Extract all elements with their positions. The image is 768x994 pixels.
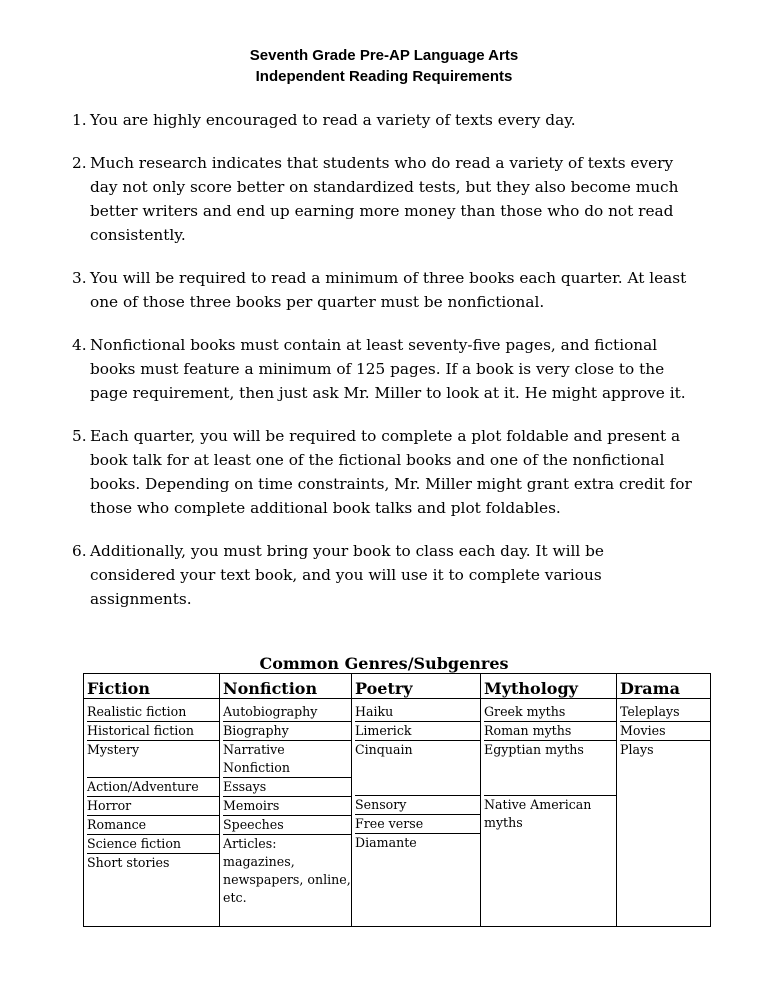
table-cell: Autobiography	[223, 703, 351, 722]
list-item	[72, 266, 692, 314]
table-cell: Biography	[223, 722, 351, 741]
table-cell: Short stories	[87, 855, 170, 870]
item-text: Nonfictional books must contain at least seventy-five pages, and fictional books must feature a minimum of 125 pages. If a book is very close to the page requirement, then just ask Mr. Miller to look at it. He might approve it.	[90, 336, 686, 402]
list-item	[72, 424, 692, 520]
table-cell: Speeches	[223, 816, 351, 835]
table-row	[84, 699, 711, 927]
table-cell: Narrative Nonfiction	[223, 741, 351, 778]
table-cell: Egyptian myths	[484, 741, 616, 796]
item-text: You are highly encouraged to read a variety of texts every day.	[90, 111, 576, 129]
table-cell: Cinquain	[355, 741, 480, 796]
table-cell: Horror	[87, 797, 219, 816]
table-cell: Romance	[87, 816, 219, 835]
item-number: 4.	[72, 336, 87, 354]
table-cell: Roman myths	[484, 722, 616, 741]
table-cell: Greek myths	[484, 703, 616, 722]
table-cell: Articles: magazines, newspapers, online, etc.	[223, 836, 351, 905]
document-title: Seventh Grade Pre-AP Language Arts	[249, 47, 519, 64]
genres-table-caption: Common Genres/Subgenres	[259, 654, 509, 673]
nonfiction-column	[220, 699, 352, 927]
table-cell: Diamante	[355, 835, 417, 850]
table-cell: Plays	[620, 742, 654, 757]
item-number: 2.	[72, 154, 87, 172]
column-header-fiction: Fiction	[84, 674, 220, 699]
poetry-column	[352, 699, 481, 927]
table-cell: Mystery	[87, 741, 219, 778]
table-cell: Realistic fiction	[87, 703, 219, 722]
table-cell: Essays	[223, 778, 351, 797]
column-header-mythology: Mythology	[481, 674, 617, 699]
table-cell: Native American myths	[484, 797, 592, 830]
document-subtitle: Independent Reading Requirements	[255, 68, 513, 85]
table-cell: Movies	[620, 722, 710, 741]
table-cell: Teleplays	[620, 703, 710, 722]
table-header-row	[84, 674, 711, 699]
item-number: 5.	[72, 427, 87, 445]
list-item	[72, 333, 692, 405]
table-cell: Science fiction	[87, 835, 219, 854]
table-cell: Action/Adventure	[87, 778, 219, 797]
table-cell: Limerick	[355, 722, 480, 741]
table-cell: Free verse	[355, 815, 480, 834]
table-cell: Sensory	[355, 796, 480, 815]
item-text: Each quarter, you will be required to complete a plot foldable and present a book talk for at least one of the fictional books and one of the nonfictional books. Depending on time constraints, Mr. Miller might grant extra credit for those who complete additional book talks and plot foldables.	[90, 427, 692, 517]
table-cell: Historical fiction	[87, 722, 219, 741]
table-cell: Memoirs	[223, 797, 351, 816]
list-item	[72, 151, 692, 247]
genres-table	[83, 673, 711, 927]
list-item	[72, 108, 692, 132]
item-number: 3.	[72, 269, 87, 287]
item-text: Much research indicates that students who do read a variety of texts every day not only score better on standardized tests, but they also become much better writers and end up earning more money than those who do not read consistently.	[90, 154, 679, 244]
fiction-column	[84, 699, 220, 927]
table-cell: Haiku	[355, 703, 480, 722]
requirements-list	[72, 108, 692, 630]
drama-column	[617, 699, 711, 927]
column-header-drama: Drama	[617, 674, 711, 699]
item-text: You will be required to read a minimum of three books each quarter. At least one of those three books per quarter must be nonfictional.	[90, 269, 687, 311]
mythology-column	[481, 699, 617, 927]
item-number: 6.	[72, 542, 87, 560]
list-item	[72, 539, 692, 611]
item-number: 1.	[72, 111, 87, 129]
column-header-nonfiction: Nonfiction	[220, 674, 352, 699]
column-header-poetry: Poetry	[352, 674, 481, 699]
item-text: Additionally, you must bring your book to class each day. It will be considered your text book, and you will use it to complete various assignments.	[90, 542, 604, 608]
